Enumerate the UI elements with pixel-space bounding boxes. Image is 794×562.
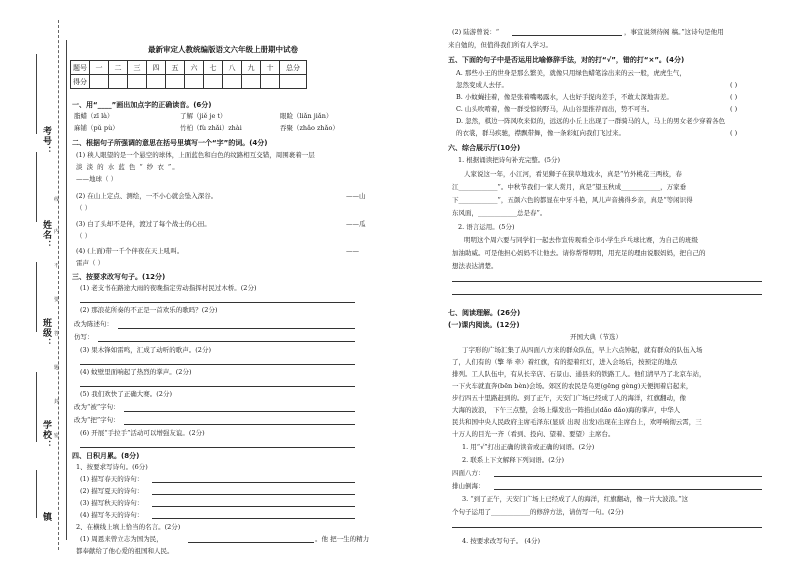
passage-line: 十万人的目光一齐（看到、投向、望着、要望）主席台。 [452,430,615,438]
score-table [70,60,307,89]
question-text: (3) 描写秋天的诗句： [80,499,144,507]
name-line [36,152,37,222]
seal-char: 不 [54,263,60,269]
question-text: 。他 把一生的精力 [315,535,370,543]
question-text: —— [346,247,359,255]
score-header-cell: 题号 [71,61,90,75]
question-text: (2) 那浪花所奏的不正是一首欢乐的歌吗？(2分) [80,306,218,314]
answer-line[interactable] [152,494,355,495]
score-input-cell[interactable] [166,75,185,89]
answer-line[interactable] [80,386,355,387]
question-text: 3. “到了正午，天安门广场上已经成了人的海洋，红旗翻动，像一片大波浪。”这 [462,495,689,503]
score-header-cell: 九 [242,61,261,75]
question-text: 都奉献给了他心爱的祖国和人民。 [76,547,174,555]
pinyin-item[interactable]: 麻铺（pǔ pù） [74,124,119,132]
question-text: (2) 在山上定点、测绘，一不小心就会坠入深谷。 [76,192,218,200]
score-header-cell: 七 [204,61,223,75]
pinyin-item[interactable]: 吞聚（zhǎo zhǎo） [280,124,339,132]
passage-line: 民共和国中央人民政府主席毛泽东(显质 出现 出发)出现在主席台上，欢呼响彻云霄，三 [452,418,702,426]
answer-label: 改为“把”字句： [74,416,120,424]
question-text: 淡 淡 的 水 蓝 色 “ 纱 衣 ”。 [76,163,180,171]
answer-label: 四面八方： [452,469,485,477]
seal-char: 内 [54,229,60,235]
question-text: (3) 白了头却不是伴，渡过了每个战士的心田。 [76,220,211,228]
question-text: 江____________”。中秋节我们一家人赏月，真是“望玉秋成____________，万家垂 [452,183,687,191]
answer-line[interactable] [188,542,314,543]
answer-line[interactable] [152,482,355,483]
seal-char: 线 [54,197,60,203]
section-4-title: 四、日积月累。(8分) [72,452,140,460]
answer-line[interactable] [452,281,762,282]
question-text: ，事宜说须待阁 稿。”这诗句是他用 [624,28,724,36]
answer-label: 仿写： [74,333,94,341]
answer-line[interactable] [124,424,355,425]
question-text: (1) 老支书在路途大雨的夜晚指定劳动指挥村民过木桥。(2分) [80,284,257,292]
score-input-cell[interactable] [128,75,147,89]
school-label: 学校： [41,420,51,450]
passage-line: 一下火车就直奔(bēn bèn)会场。郊区的农民是乌更(gēng gèng)天便拥着启起来， [452,382,693,390]
score-header-cell: 四 [147,61,166,75]
answer-line[interactable] [98,341,355,342]
exam-number-line [36,54,37,134]
margin-rule [66,40,67,540]
judge-blank[interactable]: ( ) [730,105,738,113]
class-label: 班级： [41,318,51,348]
question-text: 下____________”，五颜六色的都显在中牙斗艳，风儿声音拂得乡亲，真是“等闲识得 [452,196,693,204]
question-text: D. 忽然，棋边一阵风吹来似的，远远的小丘上出现了一群骑马的人，马上的男女老少穿着各色 [456,117,726,125]
town-label: 镇 [41,512,51,522]
question-text: 忽然变成人去仔。 [456,81,508,89]
binding-margin [0,0,70,562]
section-2-title: 二、根据句子所强调的意思在括号里填写一个“字”的词。(4分) [72,139,268,147]
question-text: 的衣裳，群马疾驰，襟飘带舞，像一条彩虹向我们飞过来。 [456,129,625,137]
pinyin-item[interactable]: 竹柏（fù zhǎi）zhài [180,124,242,132]
question-text: (4) 描写冬天的诗句： [80,511,144,519]
passage-line: 丁字形的广场汇集了从四面八方来的群众队伍，早上六点钟起，就有群众的队伍入场 [462,346,703,354]
section-3-title: 三、按要求改写句子。(12分) [72,273,166,281]
question-text: C. 山头吹啃着，像一群受惊的野马，从山谷里推荐而出，势不可当。 [456,105,654,113]
answer-line[interactable] [494,489,762,490]
question-text: 2. 语言运用。(5分) [458,223,515,231]
question-text: ——山 [346,192,366,200]
score-input-cell[interactable] [261,75,280,89]
answer-blank[interactable]: 雷声（ ） [76,259,105,267]
score-input-cell[interactable] [242,75,261,89]
answer-line[interactable] [452,294,762,295]
pinyin-item[interactable]: 眼睑（liǎn jiǎn） [280,112,333,120]
answer-line[interactable] [80,364,355,365]
score-value-row [71,75,307,89]
pinyin-item[interactable]: 脂蜡（zī là） [74,112,114,120]
seal-char: 答 [54,331,60,337]
answer-line[interactable] [118,328,355,329]
answer-line[interactable] [124,411,355,412]
question-text: (4) 蚊壁里面响起了热烈的掌声。(2分) [80,368,192,376]
question-text: (5) 我们欢快了正确大赛。(2分) [80,390,172,398]
answer-line[interactable] [452,527,762,528]
section-6-title: 六、综合展示厅(10分) [448,144,521,152]
section-7-subtitle: (一)课内阅读。(12分) [448,321,520,329]
exam-number-label: 考号： [41,126,51,156]
passage-line: 大海的波浪， 下午三点整，会场上爆发出一阵掐山(dǎo dǎo)海的掌声，中华人 [452,406,681,414]
score-header-cell: 三 [128,61,147,75]
passage-line: 排列。工人队伍中，有从长辛店、石景山、通县来的铁路工人。他们清早乃了北京车站， [452,370,706,378]
score-input-cell[interactable] [90,75,109,89]
answer-line[interactable] [152,518,355,519]
score-header-cell: 五 [166,61,185,75]
answer-line[interactable] [494,476,762,477]
seal-char: 封 [54,399,60,405]
score-header-cell: 二 [109,61,128,75]
name-label: 姓名： [41,220,51,250]
answer-blank[interactable]: （ ） [76,204,92,212]
exam-title: 最新审定人教统编版语文六年级上册期中试卷 [148,45,298,54]
seal-char: 题 [54,365,60,371]
score-header-row [71,61,307,75]
question-text: 2. 联系上下文解释下列词语。(2分) [462,456,564,464]
question-text: ——瓜 [346,220,366,228]
question-text: 个句子运用了____________的修辞方法，请仿写一句。(2分) [452,508,624,516]
question-text: 想法表达清楚。 [452,262,498,270]
judge-blank[interactable]: ( ) [730,129,738,137]
question-text: 加油助威。可是他担心妈妈不让他去。请你帮帮明明，用充足的理由说服妈妈，把自己的 [452,249,706,257]
question-text: 2、在横线上填上恰当的名言。(2分) [76,523,181,531]
answer-blank[interactable]: ——地球（ ） [76,175,118,183]
question-text: (1) 描写春天的诗句： [80,475,144,483]
passage-line: 了，人们有的（擎 举 牵）着红旗，有的提着红灯，进入会场后，按预定的地点 [452,358,678,366]
score-input-cell[interactable] [185,75,204,89]
town-line [36,470,37,518]
answer-line[interactable] [80,302,355,303]
score-input-cell[interactable] [280,75,307,89]
answer-line[interactable] [152,506,355,507]
judge-blank[interactable]: ( ) [730,81,738,89]
score-input-cell[interactable] [109,75,128,89]
answer-label: 改为陈述句： [74,320,113,328]
score-input-cell[interactable] [147,75,166,89]
question-text: (1) 周恩来曾立志为国为民， [80,535,163,543]
question-text: 来自勉的，但值得我们所有人学习。 [448,41,552,49]
seal-char: 要 [54,297,60,303]
passage-line: 步行四五十里路赶到的。到了正午，天安门广场已经成了人的海洋，红旗翻动，像 [452,394,686,402]
judge-blank[interactable]: ( ) [730,93,738,101]
score-header-cell: 十 [261,61,280,75]
answer-line[interactable] [80,447,355,448]
pinyin-item[interactable]: 了解（jiě je t） [180,112,227,120]
answer-blank[interactable]: （ ） [76,232,92,240]
question-text: (2) 描写夏天的诗句： [80,487,144,495]
question-text: 明明这个周六要与同学们一起去作宣传观看全市小学生乒乓球比赛，为自己的班级 [464,236,698,244]
question-text: 东风面，____________总是春”。 [452,209,547,217]
score-input-cell[interactable] [223,75,242,89]
school-line [36,372,37,442]
score-header-cell: 总分 [280,61,307,75]
question-text: 1. 根据诵读把诗句补充完整。(5分) [458,156,560,164]
question-text: 1、按要求写诗句。(6分) [76,463,148,471]
question-text: A. 那些小王的世身是那么繁美，就像只用绿色蜡笔涂出来的云一般，虎虎生气， [456,69,686,77]
question-text: 人家说这一年，小江河，看见狮子在狭草地戏水，真是“竹外桃花三两枝，春 [464,170,682,178]
question-text: 4. 按要求改写句子。 (4分) [462,537,541,545]
class-line [36,262,37,332]
question-text: (2) 陆游曾说：“ [452,28,500,36]
question-text: B. 小蚊蝇挂着，像是张着嘴喝露水，人也好手捉肉差手，不敢太深地害差。 [456,93,673,101]
passage-title: 开国大典（节选） [570,333,622,341]
answer-label: 排山倒海： [452,482,485,490]
question-text: (3) 果木锋如雷鸣，汇成了动听的歌声。(2分) [80,346,211,354]
section-7-title: 七、阅读理解。(26分) [448,309,521,317]
question-text: 1. 用“√”打出正确的读音或正确的词语。(2分) [462,443,595,451]
answer-line[interactable] [512,35,622,36]
section-5-title: 五、下面的句子中是否运用比喻修辞手法，对的打“√”，错的打“×”。(4分) [448,56,685,64]
score-header-cell: 一 [90,61,109,75]
score-header-cell: 八 [223,61,242,75]
question-text: (6) 开展“手拉手”活动可以增强友谊。(2分) [80,429,205,437]
score-input-cell[interactable] [204,75,223,89]
answer-label: 改为“被”字句： [74,403,120,411]
question-text: (1) 秧人眼望的是一个悬空的球体，上面蓝色和白色的纹路相互交错，周围裹着一层 [76,151,315,159]
seal-dashed-line [58,20,59,550]
seal-char: 密 [54,433,60,439]
question-text: (4) (上面)带一千个伴夜在天上吼叫。 [76,247,184,255]
section-1-title: 一、用“____”画出加点字的正确读音。(6分) [72,101,212,109]
score-header-cell: 六 [185,61,204,75]
score-label-cell: 得分 [71,75,90,89]
